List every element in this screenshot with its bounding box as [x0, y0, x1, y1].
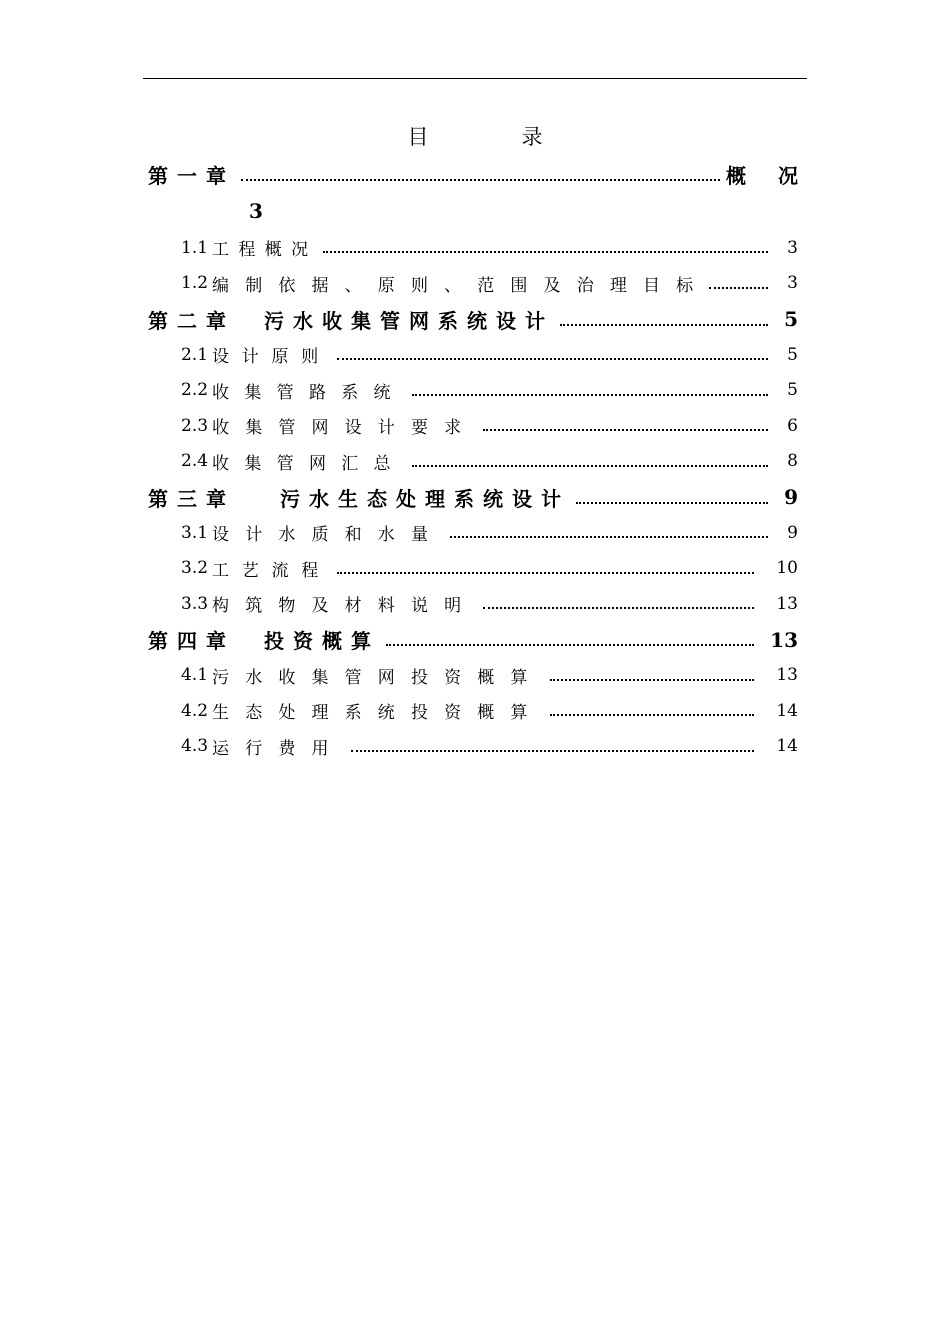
toc-title: 目 录	[407, 125, 579, 149]
page-number: 3	[787, 237, 798, 258]
chapter-label: 第三章 污水生态处理系统设计	[148, 486, 570, 511]
section-number: 1.2	[181, 273, 209, 294]
section-label: 收集管路系统	[212, 382, 406, 403]
page-number: 14	[776, 700, 798, 721]
section-number: 2.1	[181, 344, 209, 365]
page-number: 8	[787, 451, 798, 472]
dot-leader	[323, 250, 768, 253]
page-number: 9	[784, 485, 798, 509]
dot-leader	[483, 606, 754, 609]
section-label: 收集管网汇总	[212, 453, 406, 474]
toc-entry-4-3[interactable]	[148, 729, 798, 765]
section-label: 生态处理系统投资概算	[212, 703, 544, 724]
section-number: 4.1	[181, 665, 209, 686]
dot-leader	[560, 323, 768, 326]
dot-leader	[450, 535, 768, 538]
page-number: 10	[776, 558, 798, 579]
toc-entry-2-2[interactable]	[148, 373, 798, 409]
dot-leader	[337, 357, 768, 360]
page-number: 5	[784, 307, 798, 331]
section-label: 收集管网设计要求	[212, 418, 478, 439]
section-number: 2.2	[181, 380, 209, 401]
dot-leader	[351, 749, 754, 752]
section-label: 设计原则	[212, 347, 332, 368]
toc-entry-chapter-3[interactable]	[148, 479, 798, 515]
dot-leader	[337, 571, 754, 574]
page-number: 5	[787, 344, 798, 365]
section-number: 2.4	[181, 451, 209, 472]
chapter-label: 第二章 污水收集管网系统设计	[148, 308, 554, 333]
section-label: 构筑物及材料说明	[212, 596, 478, 617]
toc-entry-chapter-2[interactable]	[148, 301, 798, 337]
toc-entry-4-2[interactable]	[148, 693, 798, 729]
toc-entry-2-3[interactable]	[148, 408, 798, 444]
chapter-title-tail: 概况	[726, 163, 830, 188]
toc-entry-3-3[interactable]	[148, 586, 798, 622]
section-number: 4.3	[181, 736, 209, 757]
dot-leader	[550, 678, 754, 681]
page-number: 13	[776, 665, 798, 686]
toc-entry-chapter-1[interactable]	[148, 156, 830, 192]
section-number: 2.3	[181, 415, 209, 436]
section-label: 编制依据、原则、范围及治理目标	[212, 275, 710, 296]
section-number: 3.3	[181, 593, 209, 614]
toc-entry-3-1[interactable]	[148, 515, 798, 551]
dot-leader	[386, 643, 754, 646]
chapter-label: 第四章 投资概算	[148, 629, 380, 653]
page-number: 3	[249, 199, 263, 223]
toc-entry-2-4[interactable]	[148, 444, 798, 480]
dot-leader	[483, 428, 768, 431]
dot-leader	[576, 501, 768, 504]
page-number: 3	[787, 273, 798, 294]
toc-entry-chapter-4[interactable]	[148, 622, 798, 658]
header-rule	[143, 78, 807, 79]
toc-entry-2-1[interactable]	[148, 337, 798, 373]
page-number: 5	[787, 380, 798, 401]
dot-leader	[550, 713, 754, 716]
dot-leader	[241, 178, 720, 181]
page-number: 14	[776, 736, 798, 757]
dot-leader	[709, 286, 768, 289]
toc-entry-chapter-1-page	[148, 192, 798, 230]
section-number: 1.1	[181, 237, 209, 258]
section-number: 4.2	[181, 700, 209, 721]
page-number: 13	[770, 627, 798, 652]
section-number: 3.2	[181, 558, 209, 579]
toc-entry-3-2[interactable]	[148, 551, 798, 587]
dot-leader	[412, 464, 768, 467]
page-number: 6	[787, 415, 798, 436]
toc-entry-4-1[interactable]	[148, 658, 798, 694]
toc-entry-1-2[interactable]	[148, 266, 798, 302]
section-number: 3.1	[181, 522, 209, 543]
toc-entry-1-1[interactable]	[148, 230, 798, 266]
section-label: 工艺流程	[212, 560, 332, 581]
section-label: 设计水质和水量	[212, 525, 445, 546]
dot-leader	[412, 393, 768, 396]
section-label: 运行费用	[212, 738, 345, 759]
table-of-contents	[148, 156, 830, 764]
section-label: 工程概况	[212, 240, 318, 261]
chapter-label: 第一章	[148, 163, 235, 188]
page-number: 13	[776, 593, 798, 614]
section-label: 污水收集管网投资概算	[212, 667, 544, 688]
page-number: 9	[787, 522, 798, 543]
